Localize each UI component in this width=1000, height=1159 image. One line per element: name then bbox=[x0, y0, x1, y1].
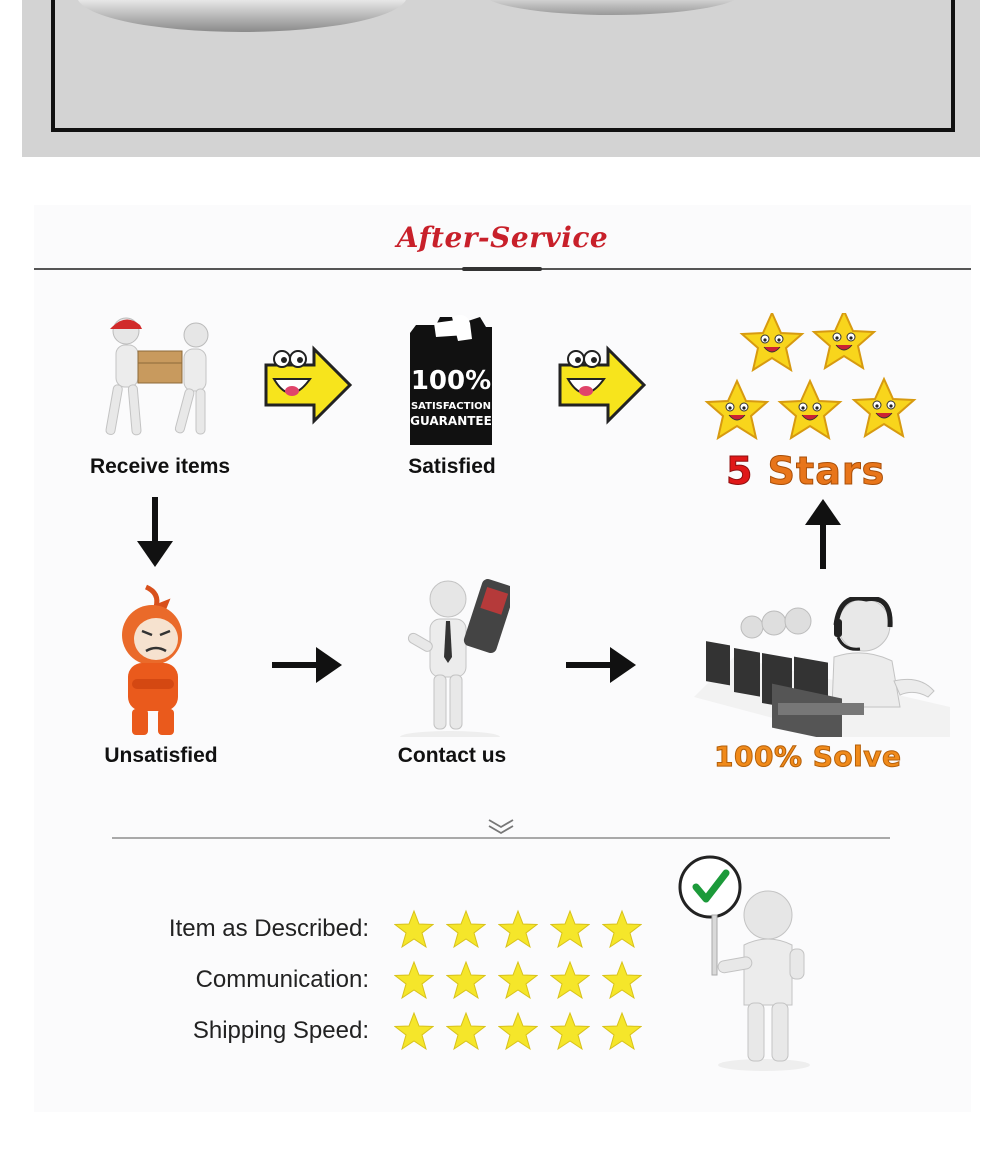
contact-person-icon bbox=[394, 577, 510, 737]
arrow-down-icon bbox=[134, 497, 176, 569]
arrow-up-icon bbox=[802, 497, 844, 569]
unsatisfied-person-icon bbox=[106, 583, 198, 738]
rating-label-shipping: Shipping Speed: bbox=[192, 1017, 369, 1044]
star-icon bbox=[394, 1011, 434, 1051]
approval-person-icon bbox=[674, 853, 824, 1075]
rating-stars-communication bbox=[394, 960, 642, 1000]
product-frame bbox=[51, 0, 955, 132]
star-icon bbox=[446, 1011, 486, 1051]
rating-stars-item bbox=[394, 909, 642, 949]
star-icon bbox=[498, 909, 538, 949]
star-icon bbox=[394, 909, 434, 949]
solve-label: 100% Solve bbox=[714, 740, 902, 773]
contact-us-label: Contact us bbox=[397, 744, 507, 767]
arrow-right-icon bbox=[566, 643, 638, 687]
five-stars-number: 5 bbox=[726, 449, 754, 493]
rating-stars-shipping bbox=[394, 1011, 642, 1051]
star-icon bbox=[446, 909, 486, 949]
unsatisfied-label: Unsatisfied bbox=[104, 744, 218, 767]
star-icon bbox=[550, 960, 590, 1000]
call-center-icon bbox=[694, 597, 950, 737]
rating-label-item: Item as Described: bbox=[168, 915, 369, 942]
five-stars-text: Stars bbox=[753, 449, 886, 493]
star-icon bbox=[446, 960, 486, 1000]
star-icon bbox=[394, 960, 434, 1000]
star-icon bbox=[602, 909, 642, 949]
satisfied-label: Satisfied bbox=[408, 455, 496, 478]
section-divider bbox=[112, 837, 890, 839]
badge-percent: 100% bbox=[410, 366, 492, 396]
star-icon bbox=[550, 1011, 590, 1051]
star-icon bbox=[602, 960, 642, 1000]
star-icon bbox=[498, 1011, 538, 1051]
chevron-down-icon bbox=[486, 817, 516, 835]
star-icon bbox=[498, 960, 538, 1000]
after-service-panel bbox=[34, 205, 971, 1112]
title-divider-accent bbox=[462, 267, 542, 271]
rating-label-communication: Communication: bbox=[195, 966, 369, 993]
arrow-right-icon bbox=[272, 643, 344, 687]
star-icon bbox=[602, 1011, 642, 1051]
receive-items-label: Receive items bbox=[89, 455, 231, 478]
badge-line1: SATISFACTION bbox=[410, 401, 492, 412]
smiley-arrow-icon bbox=[556, 345, 648, 425]
smiley-arrow-icon bbox=[262, 345, 354, 425]
delivery-people-icon bbox=[96, 313, 226, 448]
badge-line2: GUARANTEE bbox=[410, 414, 492, 428]
satisfaction-guarantee-badge bbox=[406, 313, 498, 451]
star-icon bbox=[550, 909, 590, 949]
panel-title: After-Service bbox=[396, 221, 609, 254]
top-product-strip bbox=[22, 0, 980, 157]
smiling-stars-icon bbox=[702, 313, 922, 448]
five-stars-label bbox=[726, 449, 885, 493]
